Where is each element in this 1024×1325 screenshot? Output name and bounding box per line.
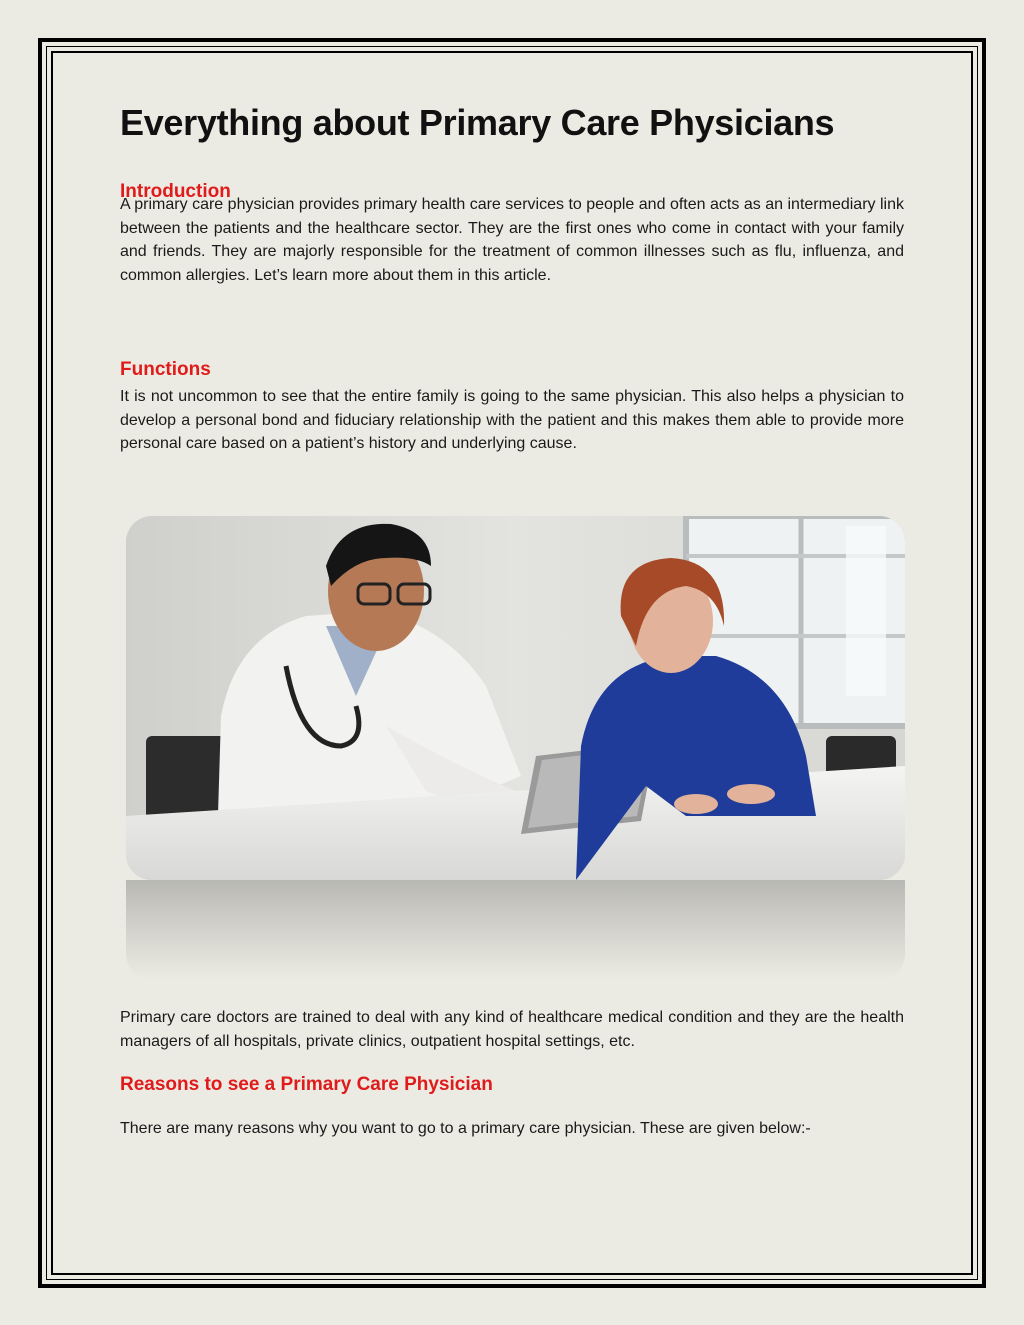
page-title: Everything about Primary Care Physicians: [120, 102, 835, 143]
document-content: [120, 100, 904, 1137]
doctor-patient-photo: [126, 516, 905, 880]
doctors-paragraph: Primary care doctors are trained to deal with any kind of healthcare medical condition and they are the health managers of all hospitals, private clinics, outpatient hospital settings, etc.: [120, 1009, 904, 1050]
functions-heading: Functions: [120, 359, 211, 380]
introduction-paragraph: A primary care physician provides primary health care services to people and often acts as an intermediary link between the patients and the healthcare sector. They are the first ones who come in contact with your family and friends. They are majorly responsible for the treatment of common illnesses such as flu, influenza, and common allergies. Let’s learn more about them in this article.: [120, 196, 904, 284]
photo-reflection: [126, 880, 905, 980]
reasons-heading: Reasons to see a Primary Care Physician: [120, 1074, 493, 1095]
introduction-heading: Introduction: [120, 181, 231, 202]
reasons-paragraph: There are many reasons why you want to go to a primary care physician. These are given below:-: [120, 1120, 811, 1137]
functions-paragraph: It is not uncommon to see that the entire family is going to the same physician. This also helps a physician to develop a personal bond and fiduciary relationship with the patient and this makes them able to provide more personal care based on a patient’s history and underlying cause.: [120, 388, 904, 452]
